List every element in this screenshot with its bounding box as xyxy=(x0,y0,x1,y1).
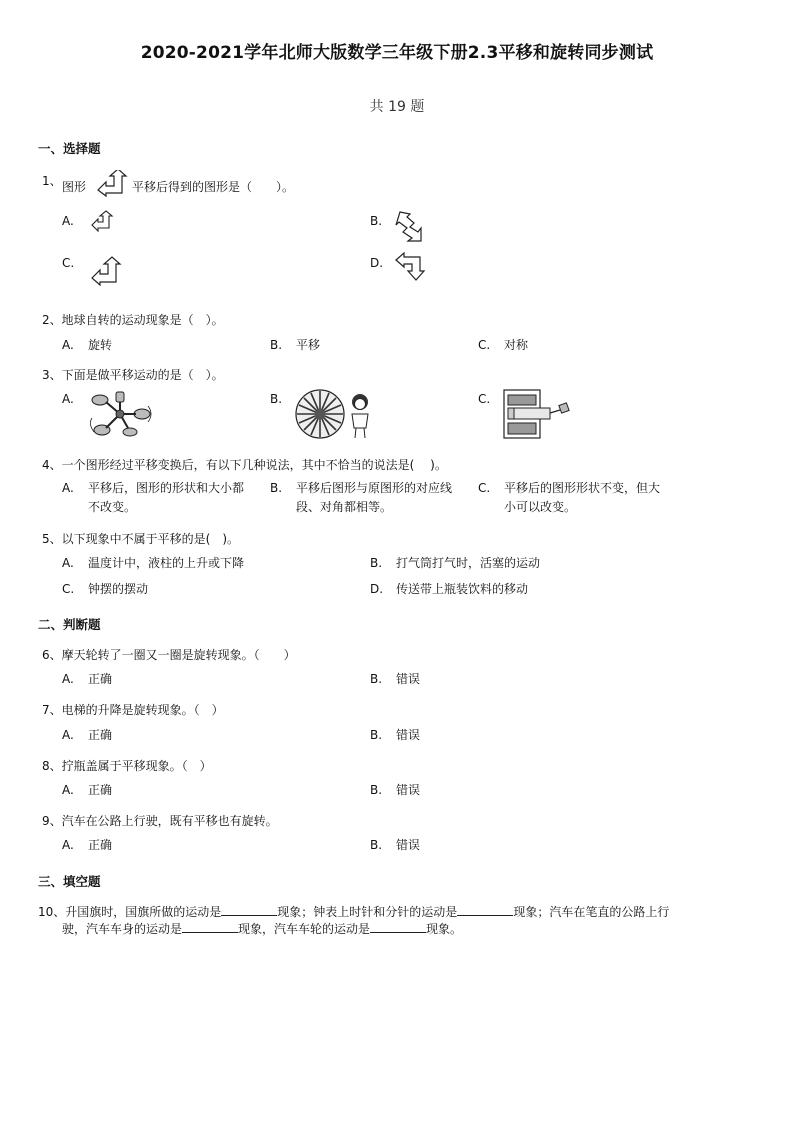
q5-option-c: C. 钟摆的摆动 xyxy=(62,582,149,596)
section-choice-heading: 一、选择题 xyxy=(38,141,101,156)
q6-option-b: B. 错误 xyxy=(370,672,421,686)
q6-text: 6、摩天轮转了一圈又一圈是旋转现象。（ ） xyxy=(42,648,296,662)
fill-blank[interactable] xyxy=(457,905,513,916)
q3-option-b-label: B. xyxy=(270,392,283,406)
q4-option-b: B. 平移后图形与原图形的对应线 段、对角都相等。 xyxy=(270,481,453,514)
fill-blank[interactable] xyxy=(370,922,426,933)
q5-text: 5、以下现象中不属于平移的是( )。 xyxy=(42,532,239,546)
arrow-shape-icon xyxy=(96,170,130,198)
q1-option-c-label: C. xyxy=(62,256,75,270)
q2-option-c: C. 对称 xyxy=(478,338,529,352)
section-judge-heading: 二、判断题 xyxy=(38,617,101,632)
q10-number: 10、 xyxy=(38,905,66,919)
q4-option-c: C. 平移后的图形形状不变，但大 小可以改变。 xyxy=(478,481,661,514)
arrow-shape-icon xyxy=(90,256,124,286)
q4-text: 4、一个图形经过平移变换后，有以下几种说法，其中不恰当的说法是( )。 xyxy=(42,458,447,472)
q3-option-a-label: A. xyxy=(62,392,74,406)
q8-option-a: A. 正确 xyxy=(62,783,113,797)
q5-option-d: D. 传送带上瓶装饮料的移动 xyxy=(370,582,529,596)
q1-prefix: 图形 xyxy=(62,180,87,194)
q5-option-a: A. 温度计中，液柱的上升或下降 xyxy=(62,556,245,570)
propeller-icon xyxy=(86,388,156,440)
q8-option-b: B. 错误 xyxy=(370,783,421,797)
q7-text: 7、电梯的升降是旋转现象。（ ） xyxy=(42,703,224,717)
q1-option-a-label: A. xyxy=(62,214,74,228)
drawer-cabinet-icon xyxy=(500,388,574,440)
q9-option-b: B. 错误 xyxy=(370,838,421,852)
question-count: 共 19 题 xyxy=(369,99,425,115)
spinning-wheel-girl-icon xyxy=(294,388,378,440)
q3-text: 3、下面是做平移运动的是（ ）。 xyxy=(42,368,224,382)
q8-text: 8、拧瓶盖属于平移现象。（ ） xyxy=(42,759,212,773)
q7-option-b: B. 错误 xyxy=(370,728,421,742)
q9-option-a: A. 正确 xyxy=(62,838,113,852)
section-fill-heading: 三、填空题 xyxy=(38,874,101,889)
q4-option-a: A. 平移后，图形的形状和大小都 不改变。 xyxy=(62,481,245,514)
q3-option-c-label: C. xyxy=(478,392,491,406)
q1-option-b-label: B. xyxy=(370,214,383,228)
q10-line-2: 驶，汽车车身的运动是 现象，汽车车轮的运动是 现象。 xyxy=(62,922,463,936)
q1-suffix: 平移后得到的图形是（ ）。 xyxy=(132,180,295,194)
q1-option-d-label: D. xyxy=(370,256,384,270)
page-title: 2020-2021学年北师大版数学三年级下册2.3平移和旋转同步测试 xyxy=(140,43,654,63)
q9-text: 9、汽车在公路上行驶，既有平移也有旋转。 xyxy=(42,814,278,828)
arrow-shape-icon xyxy=(394,252,428,282)
fill-blank[interactable] xyxy=(221,905,277,916)
q7-option-a: A. 正确 xyxy=(62,728,113,742)
q2-option-a: A. 旋转 xyxy=(62,338,113,352)
q6-option-a: A. 正确 xyxy=(62,672,113,686)
q1-number: 1、 xyxy=(42,174,62,188)
q5-option-b: B. 打气筒打气时，活塞的运动 xyxy=(370,556,541,570)
q2-option-b: B. 平移 xyxy=(270,338,321,352)
q10-line-1: 10、升国旗时，国旗所做的运动是 现象；钟表上时针和分针的运动是 现象；汽车在笔直的公路上行 xyxy=(38,905,670,919)
arrow-shape-icon xyxy=(90,210,114,232)
arrow-shape-icon xyxy=(394,210,424,244)
fill-blank[interactable] xyxy=(182,922,238,933)
q2-text: 2、地球自转的运动现象是（ ）。 xyxy=(42,313,224,327)
